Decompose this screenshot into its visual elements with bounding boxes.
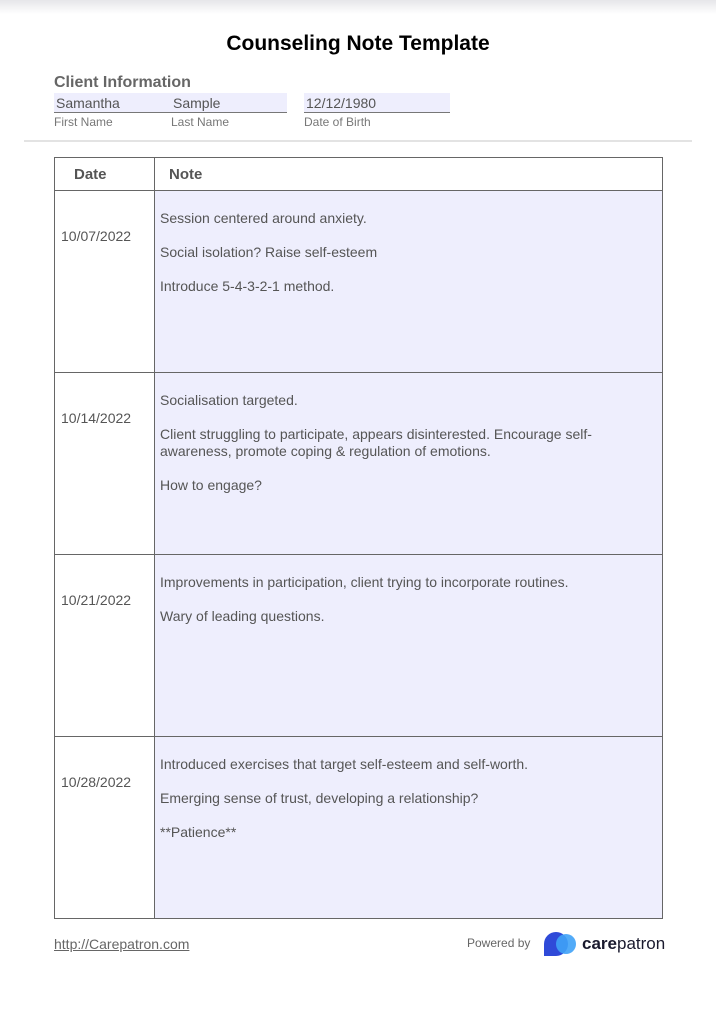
last-name-value[interactable]: Sample (173, 95, 221, 111)
note-line: Emerging sense of trust, developing a relationship? (160, 790, 479, 806)
note-line: Social isolation? Raise self-esteem (160, 244, 378, 260)
note-line: **Patience** (160, 824, 237, 840)
note-line: Introduced exercises that target self-esteem and self-worth. (160, 756, 529, 772)
section-divider (24, 140, 692, 142)
dob-field (304, 93, 450, 129)
table-row (55, 737, 663, 919)
carepatron-wordmark (582, 934, 665, 954)
first-name-value[interactable]: Samantha (54, 93, 287, 113)
brand-prefix: care (582, 934, 617, 953)
powered-by-text: Powered by (467, 936, 531, 950)
note-line: How to engage? (160, 477, 262, 493)
top-shade (0, 0, 716, 14)
table-header-row (55, 158, 663, 191)
carepatron-logo-icon (544, 932, 578, 956)
row-date: 10/14/2022 (55, 373, 155, 555)
row-note[interactable] (155, 737, 663, 919)
table-row (55, 373, 663, 555)
note-line: Introduce 5-4-3-2-1 method. (160, 278, 335, 294)
dob-label: Date of Birth (304, 115, 371, 129)
row-date: 10/07/2022 (55, 191, 155, 373)
row-date: 10/21/2022 (55, 555, 155, 737)
date-column-header: Date (55, 158, 155, 191)
last-name-field (171, 93, 287, 129)
carepatron-link[interactable]: http://Carepatron.com (54, 936, 190, 952)
note-line: Improvements in participation, client trying to incorporate routines. (160, 574, 569, 590)
note-line: Client struggling to participate, appears disinterested. Encourage self-awareness, promote coping & regulation of emotions. (160, 426, 592, 459)
row-note[interactable] (155, 191, 663, 373)
dob-value[interactable]: 12/12/1980 (304, 93, 450, 113)
note-column-header: Note (155, 158, 663, 191)
last-name-label: Last Name (171, 115, 230, 129)
note-line: Wary of leading questions. (160, 608, 325, 624)
brand-suffix: patron (616, 934, 666, 953)
table-row (55, 555, 663, 737)
note-line: Socialisation targeted. (160, 392, 298, 408)
client-info-heading: Client Information (54, 74, 191, 91)
row-note[interactable] (155, 555, 663, 737)
page-title: Counseling Note Template (226, 32, 490, 55)
table-row (55, 191, 663, 373)
first-name-label: First Name (54, 115, 113, 129)
row-date: 10/28/2022 (55, 737, 155, 919)
note-line: Session centered around anxiety. (160, 210, 367, 226)
row-note[interactable] (155, 373, 663, 555)
carepatron-logo[interactable] (544, 931, 665, 957)
notes-table (54, 157, 663, 919)
